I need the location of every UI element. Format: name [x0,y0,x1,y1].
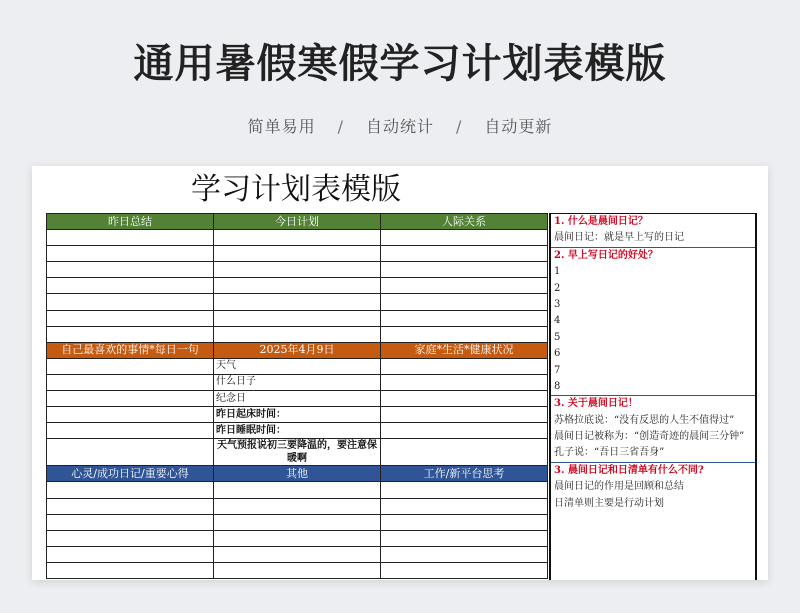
cell-anniversary[interactable]: 纪念日 [214,391,381,407]
table-row [47,230,548,246]
header-date: 2025年4月9日 [214,342,381,358]
spreadsheet-preview [32,166,768,580]
cell[interactable] [214,482,381,498]
section2-header-row [47,342,548,358]
cell[interactable] [381,562,548,578]
cell[interactable] [381,374,548,390]
cell[interactable] [214,246,381,262]
cell[interactable] [47,262,214,278]
section3-header-row [47,466,548,482]
header-favorite-things: 自己最喜欢的事情*每日一句 [47,342,214,358]
cell[interactable] [47,358,214,374]
answer-what-is: 晨间日记：就是早上写的日记 [551,230,755,247]
header-family-health: 家庭*生活*健康状况 [381,342,548,358]
cell[interactable] [214,310,381,326]
cell[interactable] [47,374,214,390]
cell[interactable] [381,278,548,294]
table-row [47,326,548,342]
cell-weather[interactable]: 天气 [214,358,381,374]
list-item: 5 [554,331,561,343]
cell[interactable] [381,482,548,498]
cell[interactable] [214,262,381,278]
cell[interactable] [47,326,214,342]
cell[interactable] [214,230,381,246]
cell[interactable] [214,514,381,530]
answer-difference-1: 晨间日记的作用是回顾和总结 [554,481,684,493]
cell[interactable] [381,498,548,514]
table-row [47,546,548,562]
cell-wake-time[interactable]: 昨日起床时间： [214,407,381,423]
cell[interactable] [381,391,548,407]
list-item: 6 [554,348,561,360]
feature-easy: 简单易用 [247,117,316,136]
cell[interactable] [381,230,548,246]
cell[interactable] [214,546,381,562]
cell[interactable] [381,439,548,466]
cell[interactable] [47,530,214,546]
cell[interactable] [381,423,548,439]
morning-diary-notes [549,213,757,580]
cell[interactable] [47,310,214,326]
quote-confucius: 孔子说：“吾日三省吾身” [551,445,755,462]
cell[interactable] [47,562,214,578]
table-row [47,498,548,514]
quote-socrates: 苏格拉底说：“没有反思的人生不值得过” [554,414,735,426]
cell[interactable] [381,310,548,326]
feature-auto-update: 自动更新 [484,117,553,136]
separator: / [456,117,463,136]
table-row [47,407,548,423]
cell[interactable] [47,407,214,423]
cell[interactable] [381,407,548,423]
cell[interactable] [214,530,381,546]
list-item: 7 [554,364,561,376]
cell-sleep-time[interactable]: 昨日睡眠时间： [214,423,381,439]
cell[interactable] [47,514,214,530]
list-item: 2 [554,282,561,294]
cell[interactable] [214,562,381,578]
planner-grid [46,213,548,579]
header-other: 其他 [214,466,381,482]
cell[interactable] [381,326,548,342]
list-item: 4 [554,315,561,327]
cell[interactable] [381,530,548,546]
cell[interactable] [47,391,214,407]
table-row [47,246,548,262]
cell[interactable] [214,498,381,514]
list-item: 8 [551,379,755,396]
cell[interactable] [381,262,548,278]
table-row [47,374,548,390]
table-row [47,310,548,326]
cell[interactable] [47,482,214,498]
cell[interactable] [47,294,214,310]
cell[interactable] [214,278,381,294]
header-today-plan: 今日计划 [214,214,381,230]
cell[interactable] [214,326,381,342]
table-row [47,514,548,530]
table-row [47,562,548,578]
cell[interactable] [381,546,548,562]
header-relationships: 人际关系 [381,214,548,230]
table-row [47,391,548,407]
question-what-is: 1. 什么是晨间日记？ [554,216,648,227]
section1-header-row [47,214,548,230]
header-insights: 心灵/成功日记/重要心得 [47,466,214,482]
table-row [47,358,548,374]
cell[interactable] [47,546,214,562]
header-yesterday-summary: 昨日总结 [47,214,214,230]
table-row [47,482,548,498]
banner-subtitle [0,114,800,137]
banner-title: 通用暑假寒假学习计划表模版 [133,41,667,87]
list-item: 3 [554,298,561,310]
cell[interactable] [47,498,214,514]
sheet-title: 学习计划表模版 [191,172,401,207]
table-row [47,294,548,310]
cell[interactable] [47,423,214,439]
cell-special-day[interactable]: 什么日子 [214,374,381,390]
table-row [47,423,548,439]
table-row [47,439,548,466]
table-row [47,278,548,294]
separator: / [337,117,344,136]
quote-miracle: 晨间日记被称为：“创造奇迹的晨间三分钟” [554,431,745,443]
answer-difference-2: 日清单则主要是行动计划 [554,497,664,509]
cell[interactable] [381,294,548,310]
list-item: 1 [554,266,561,278]
question-difference: 3. 晨间日记和日清单有什么不同? [554,464,704,476]
cell[interactable] [47,230,214,246]
table-row [47,530,548,546]
feature-auto-stats: 自动统计 [365,117,434,136]
table-row [47,262,548,278]
cell[interactable] [381,246,548,262]
cell[interactable] [47,246,214,262]
cell-weather-note[interactable]: 天气预报说初三要降温的，要注意保暖啊 [214,439,381,466]
header-work-thoughts: 工作/新平台思考 [381,466,548,482]
question-about: 3. 关于晨间日记！ [554,398,638,410]
cell[interactable] [381,514,548,530]
cell[interactable] [214,294,381,310]
question-benefits: 2. 早上写日记的好处？ [554,249,658,261]
cell[interactable] [47,439,214,466]
cell[interactable] [381,358,548,374]
cell[interactable] [47,278,214,294]
